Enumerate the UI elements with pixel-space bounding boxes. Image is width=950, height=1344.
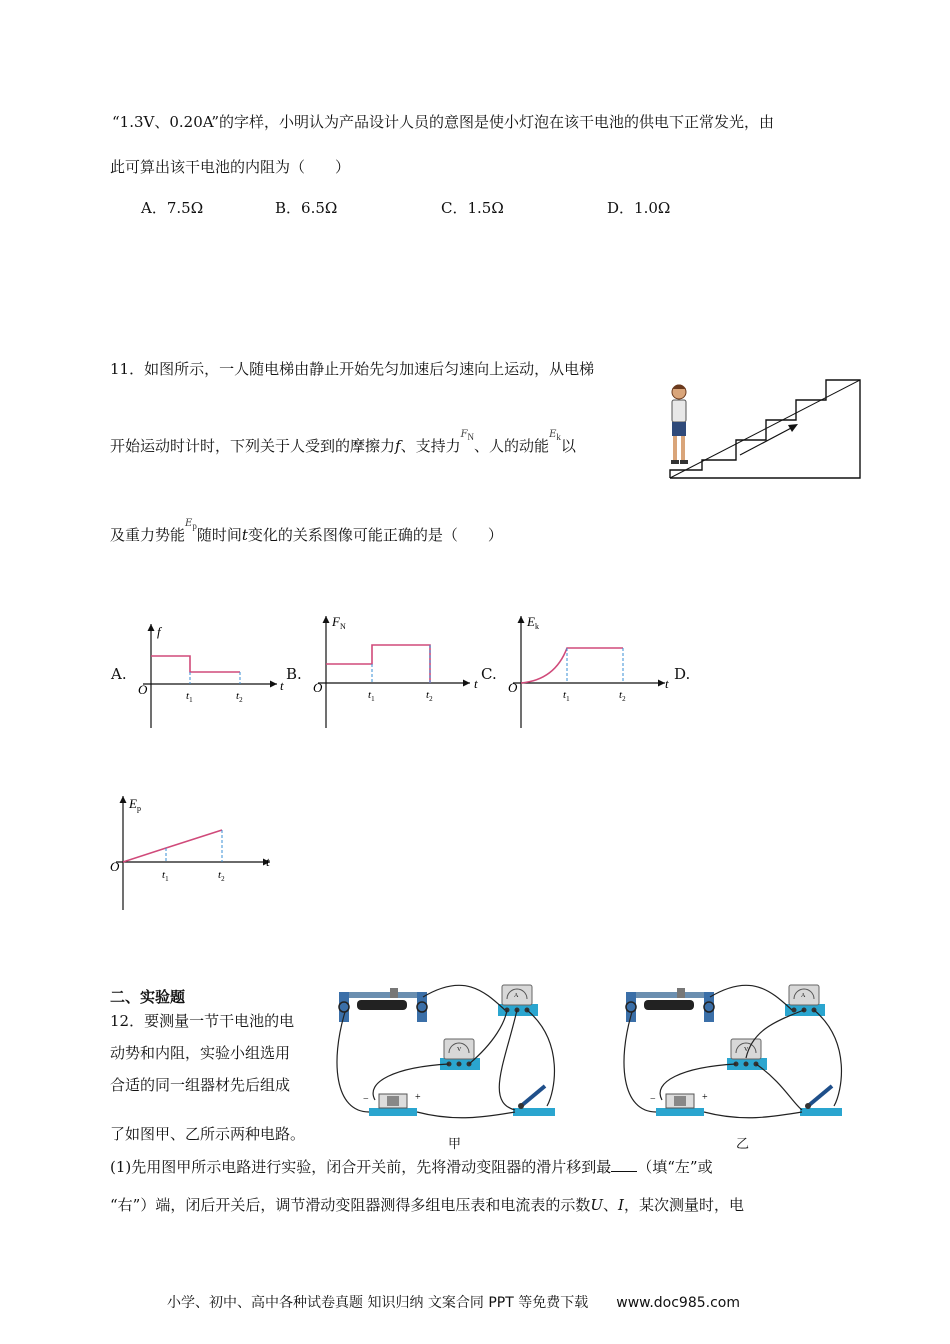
graph-a-t-label: t xyxy=(280,678,284,693)
graph-d-origin: O xyxy=(110,859,120,874)
graph-b-t-label: t xyxy=(474,676,478,691)
graph-a-curve xyxy=(151,656,240,672)
graph-c-t1: $t_1$ xyxy=(563,689,570,703)
option-label-b: B. xyxy=(286,665,302,683)
escalator-figure xyxy=(660,370,865,482)
svg-text:−: − xyxy=(650,1094,656,1105)
section-title: 二、实验题 xyxy=(110,988,186,1006)
graph-d-t1: $t_1$ xyxy=(162,869,169,883)
q11-line2: 开始运动时计时，下列关于人受到的摩擦力f、支持力$^{F_N}$、人的动能$^{E_k}$以 xyxy=(110,429,576,455)
q10-option-c: C．1.5Ω xyxy=(441,199,504,217)
graph-c xyxy=(505,612,675,732)
q12-line2: 动势和内阻，实验小组选用 xyxy=(110,1044,291,1062)
graph-c-ylabel: $E_k$ xyxy=(527,614,539,631)
graph-c-origin: O xyxy=(508,680,518,695)
circuit-jia xyxy=(335,982,560,1122)
svg-text:+: + xyxy=(702,1092,708,1103)
graph-b-ylabel: $F_N$ xyxy=(332,614,346,631)
graph-a-t2: $t_2$ xyxy=(236,690,243,704)
battery-icon xyxy=(650,1092,708,1116)
graph-b xyxy=(310,612,485,732)
voltmeter-icon xyxy=(440,1039,480,1070)
graph-a-t1: $t_1$ xyxy=(186,690,193,704)
q12-line1: 12．要测量一节干电池的电 xyxy=(110,1012,295,1030)
svg-text:V: V xyxy=(457,1047,462,1053)
q12-line3: 合适的同一组器材先后组成 xyxy=(110,1076,291,1094)
graph-b-t1: $t_1$ xyxy=(368,689,375,703)
q11-line3: 及重力势能$^{E_p}$随时间t变化的关系图像可能正确的是（ ） xyxy=(110,518,503,544)
battery-icon xyxy=(363,1092,421,1116)
circuit-yi xyxy=(622,982,847,1122)
graph-c-curve xyxy=(521,648,623,683)
graph-d-t-label: t xyxy=(266,854,270,869)
q12-line4: 了如图甲、乙所示两种电路。 xyxy=(110,1125,306,1143)
q10-option-b: B．6.5Ω xyxy=(275,199,338,217)
option-label-c: C. xyxy=(481,665,497,683)
q12-sub1-line2: “右”）端，闭后开关后，调节滑动变阻器测得多组电压表和电流表的示数U、I，某次测量时，电 xyxy=(110,1196,744,1214)
graph-a-ylabel: f xyxy=(157,624,161,639)
ammeter-icon xyxy=(498,985,538,1016)
ep-symbol: Ep xyxy=(185,518,197,531)
switch-icon xyxy=(513,1086,555,1116)
graph-a xyxy=(135,620,295,732)
graph-b-origin: O xyxy=(313,680,323,695)
q10-line1: “1.3V、0.20A”的字样，小明认为产品设计人员的意图是使小灯泡在该干电池的供电下正常发光，由 xyxy=(112,113,775,131)
svg-text:A: A xyxy=(514,993,519,999)
q12-sub1-line1: (1)先用图甲所示电路进行实验，闭合开关前，先将滑动变阻器的滑片移到最 （填“左”或 xyxy=(110,1158,713,1176)
q10-option-a: A．7.5Ω xyxy=(141,199,204,217)
fn-symbol: FN xyxy=(460,429,475,442)
graph-d xyxy=(108,792,278,914)
ammeter-icon xyxy=(785,985,825,1016)
graph-c-t-label: t xyxy=(665,676,669,691)
graph-b-curve xyxy=(326,645,430,683)
graph-b-t2: $t_2$ xyxy=(426,689,433,703)
graph-d-t2: $t_2$ xyxy=(218,869,225,883)
svg-text:V: V xyxy=(744,1047,749,1053)
graph-c-t2: $t_2$ xyxy=(619,689,626,703)
footer-url[interactable]: www.doc985.com xyxy=(616,1295,740,1311)
option-label-d: D. xyxy=(674,665,691,683)
q11-line1: 11．如图所示，一人随电梯由静止开始先匀加速后匀速向上运动，从电梯 xyxy=(110,360,595,378)
graph-d-curve xyxy=(123,830,222,862)
graph-d-ylabel: $E_p$ xyxy=(129,796,141,813)
answer-blank[interactable] xyxy=(611,1157,637,1172)
figure-label-yi: 乙 xyxy=(736,1137,750,1152)
svg-text:A: A xyxy=(801,993,806,999)
option-label-a: A. xyxy=(111,665,127,683)
footer-text: 小学、初中、高中各种试卷真题 知识归纳 文案合同 PPT 等免费下载 www.doc985.com xyxy=(167,1295,740,1311)
q10-line2: 此可算出该干电池的内阻为（ ） xyxy=(110,158,351,176)
switch-icon xyxy=(800,1086,842,1116)
q10-option-d: D．1.0Ω xyxy=(607,199,671,217)
rheostat-icon xyxy=(339,988,427,1022)
svg-text:−: − xyxy=(363,1094,369,1105)
graph-a-origin: O xyxy=(138,682,148,697)
figure-label-jia: 甲 xyxy=(448,1137,462,1152)
ek-symbol: Ek xyxy=(549,429,561,442)
svg-text:+: + xyxy=(415,1092,421,1103)
rheostat-icon xyxy=(626,988,714,1022)
